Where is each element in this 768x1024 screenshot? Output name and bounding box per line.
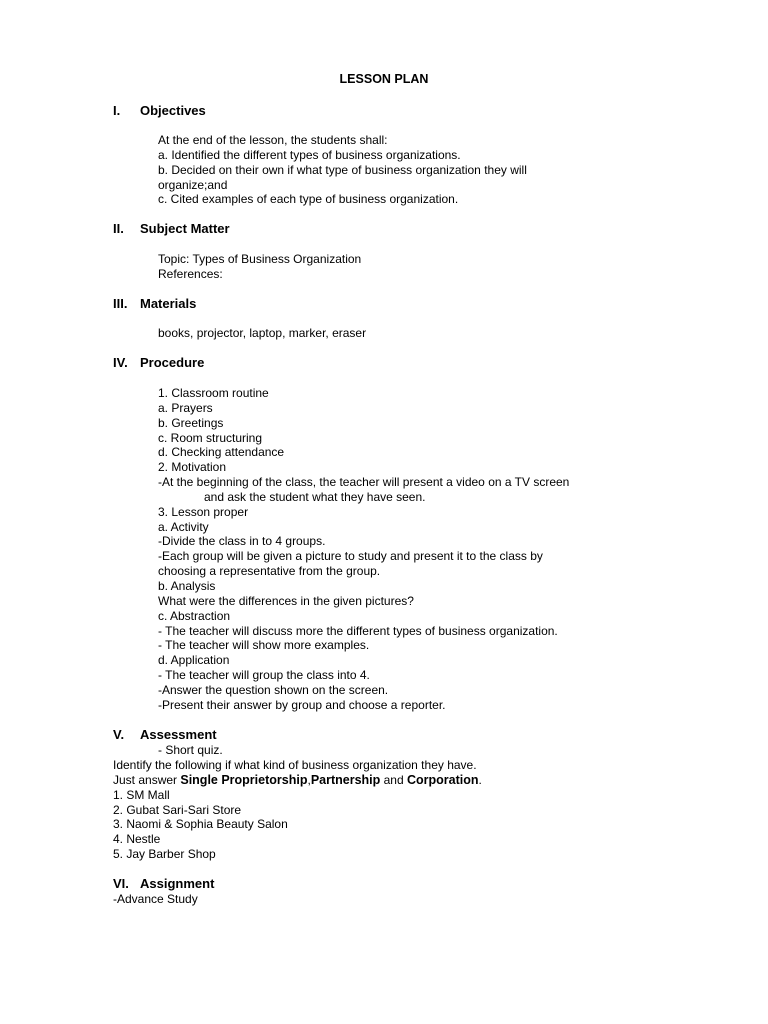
assessment-heading bbox=[113, 727, 217, 742]
procedure-line: b. Analysis bbox=[158, 578, 216, 593]
procedure-line: -Answer the question shown on the screen. bbox=[158, 682, 389, 697]
materials-number: III. bbox=[113, 296, 128, 311]
answer-options-line bbox=[113, 773, 673, 788]
procedure-heading bbox=[113, 355, 204, 370]
procedure-line: - The teacher will show more examples. bbox=[158, 638, 370, 653]
procedure-line: d. Checking attendance bbox=[158, 445, 285, 460]
assessment-title: Assessment bbox=[140, 727, 217, 742]
procedure-line: - The teacher will discuss more the different types of business organization. bbox=[158, 623, 558, 638]
procedure-line: 1. Classroom routine bbox=[158, 386, 269, 400]
assessment-quiz bbox=[158, 743, 658, 758]
objectives-line: a. Identified the different types of business organizations. bbox=[158, 147, 461, 162]
assessment-item: 1. SM Mall bbox=[113, 787, 170, 802]
objectives-title: Objectives bbox=[140, 103, 206, 118]
assignment-line: -Advance Study bbox=[113, 892, 198, 906]
assessment-item: 4. Nestle bbox=[113, 832, 161, 847]
answer-separator: , bbox=[307, 772, 311, 787]
procedure-line: - The teacher will group the class into 4. bbox=[158, 668, 370, 683]
assessment-item: 5. Jay Barber Shop bbox=[113, 847, 216, 862]
procedure-line: choosing a representative from the group. bbox=[158, 564, 381, 579]
quiz-line: - Short quiz. bbox=[158, 743, 223, 757]
materials-heading bbox=[113, 296, 196, 311]
subject-matter-number: II. bbox=[113, 221, 124, 236]
subject-matter-line: References: bbox=[158, 266, 223, 281]
procedure-line: 3. Lesson proper bbox=[158, 504, 249, 519]
procedure-line: c. Abstraction bbox=[158, 608, 231, 623]
assignment-heading bbox=[113, 876, 214, 891]
procedure-number: IV. bbox=[113, 355, 128, 370]
objectives-number: I. bbox=[113, 103, 121, 118]
procedure-line: -Each group will be given a picture to study and present it to the class by bbox=[158, 549, 543, 564]
procedure-line: -At the beginning of the class, the teacher will present a video on a TV screen bbox=[158, 475, 570, 490]
procedure-line: c. Room structuring bbox=[158, 430, 263, 445]
objectives-body bbox=[158, 133, 658, 207]
assessment-instruction: Identify the following if what kind of business organization they have. bbox=[113, 758, 477, 772]
objectives-line: b. Decided on their own if what type of business organization they will bbox=[158, 162, 527, 177]
assignment-body bbox=[113, 892, 673, 907]
objectives-line: At the end of the lesson, the students shall: bbox=[158, 133, 388, 147]
procedure-line: What were the differences in the given pictures? bbox=[158, 593, 414, 608]
subject-matter-title: Subject Matter bbox=[140, 221, 230, 236]
answer-option-single-proprietorship: Single Proprietorship bbox=[180, 772, 308, 787]
procedure-title: Procedure bbox=[140, 355, 205, 370]
answer-end: . bbox=[478, 772, 482, 787]
procedure-line: -Present their answer by group and choose a reporter. bbox=[158, 697, 446, 712]
procedure-line: and ask the student what they have seen. bbox=[204, 489, 426, 504]
procedure-line: 2. Motivation bbox=[158, 460, 227, 475]
objectives-line: c. Cited examples of each type of business organization. bbox=[158, 192, 459, 207]
subject-matter-body bbox=[158, 252, 658, 282]
procedure-line: a. Prayers bbox=[158, 400, 213, 415]
procedure-line: b. Greetings bbox=[158, 415, 224, 430]
answer-option-partnership: Partnership bbox=[310, 772, 381, 787]
assessment-number: V. bbox=[113, 727, 125, 742]
procedure-body bbox=[158, 386, 658, 713]
materials-title: Materials bbox=[140, 296, 197, 311]
procedure-line: d. Application bbox=[158, 653, 230, 668]
page-title: LESSON PLAN bbox=[339, 72, 429, 86]
assessment-body bbox=[113, 758, 673, 862]
answer-prefix: Just answer bbox=[113, 772, 181, 787]
answer-option-corporation: Corporation bbox=[406, 772, 479, 787]
answer-separator: and bbox=[380, 772, 407, 787]
procedure-line: a. Activity bbox=[158, 519, 209, 534]
assessment-item: 2. Gubat Sari-Sari Store bbox=[113, 802, 242, 817]
assessment-item: 3. Naomi & Sophia Beauty Salon bbox=[113, 817, 288, 832]
objectives-line: organize;and bbox=[158, 177, 228, 192]
materials-body bbox=[158, 326, 658, 341]
subject-matter-line: Topic: Types of Business Organization bbox=[158, 252, 362, 266]
subject-matter-heading bbox=[113, 221, 230, 236]
procedure-line: -Divide the class in to 4 groups. bbox=[158, 534, 326, 549]
objectives-heading bbox=[113, 103, 206, 118]
assignment-number: VI. bbox=[113, 876, 129, 891]
assignment-title: Assignment bbox=[140, 876, 215, 891]
materials-line: books, projector, laptop, marker, eraser bbox=[158, 326, 367, 340]
